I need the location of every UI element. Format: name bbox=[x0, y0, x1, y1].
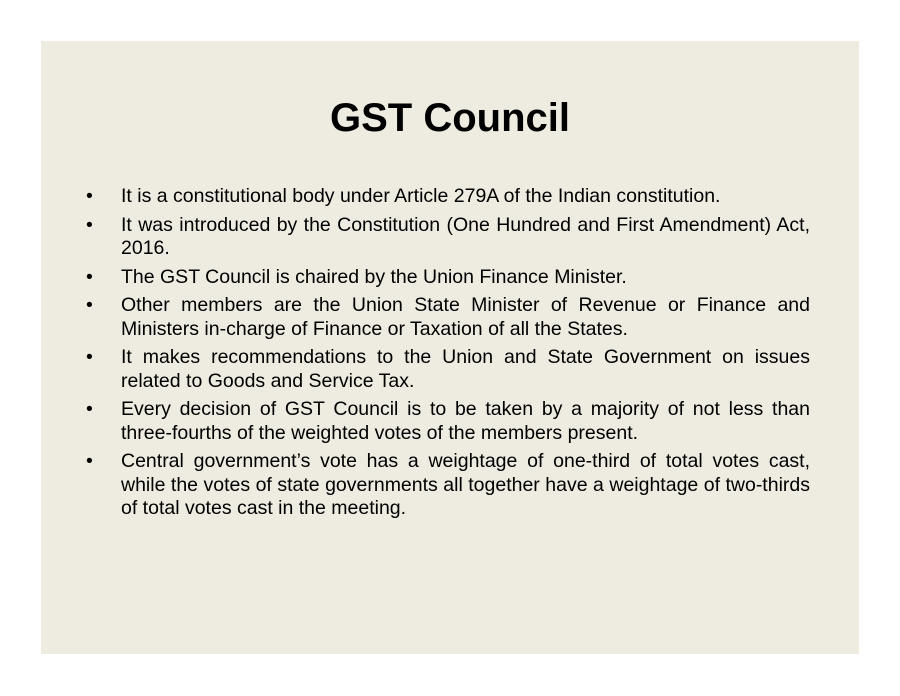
bullet-dot-icon: • bbox=[86, 346, 93, 368]
bullet-item bbox=[86, 266, 810, 290]
bullet-dot-icon: • bbox=[86, 213, 93, 236]
bullet-item bbox=[86, 214, 810, 261]
bullet-dot-icon: • bbox=[86, 185, 93, 207]
bullet-text: It is a constitutional body under Article 279A of the Indian constitution. bbox=[121, 185, 721, 207]
bullet-text: Every decision of GST Council is to be taken by a majority of not less than three-fourths of the weighted votes of the members present. bbox=[121, 398, 810, 444]
bullet-dot-icon: • bbox=[86, 265, 93, 288]
bullet-item bbox=[86, 398, 810, 445]
slide-title: GST Council bbox=[330, 96, 570, 140]
bullet-text: It was introduced by the Constitution (One Hundred and First Amendment) Act, 2016. bbox=[121, 213, 810, 259]
bullet-dot-icon: • bbox=[86, 398, 93, 420]
bullet-item bbox=[86, 450, 810, 521]
bullet-dot-icon: • bbox=[86, 450, 93, 472]
bullet-item bbox=[86, 185, 810, 209]
bullet-list bbox=[86, 185, 810, 526]
bullet-text: The GST Council is chaired by the Union Finance Minister. bbox=[121, 265, 627, 288]
bullet-text: Other members are the Union State Minister of Revenue or Finance and Ministers in-charge of Finance or Taxation of all the States. bbox=[121, 294, 810, 340]
bullet-dot-icon: • bbox=[86, 294, 93, 316]
bullet-item bbox=[86, 346, 810, 393]
bullet-text: It makes recommendations to the Union and State Government on issues related to Goods and Service Tax. bbox=[121, 346, 810, 392]
bullet-text: Central government’s vote has a weightage of one-third of total votes cast, while the votes of state governments all together have a weightage of two-thirds of total votes cast in the meeting. bbox=[121, 450, 810, 519]
bullet-item bbox=[86, 294, 810, 341]
